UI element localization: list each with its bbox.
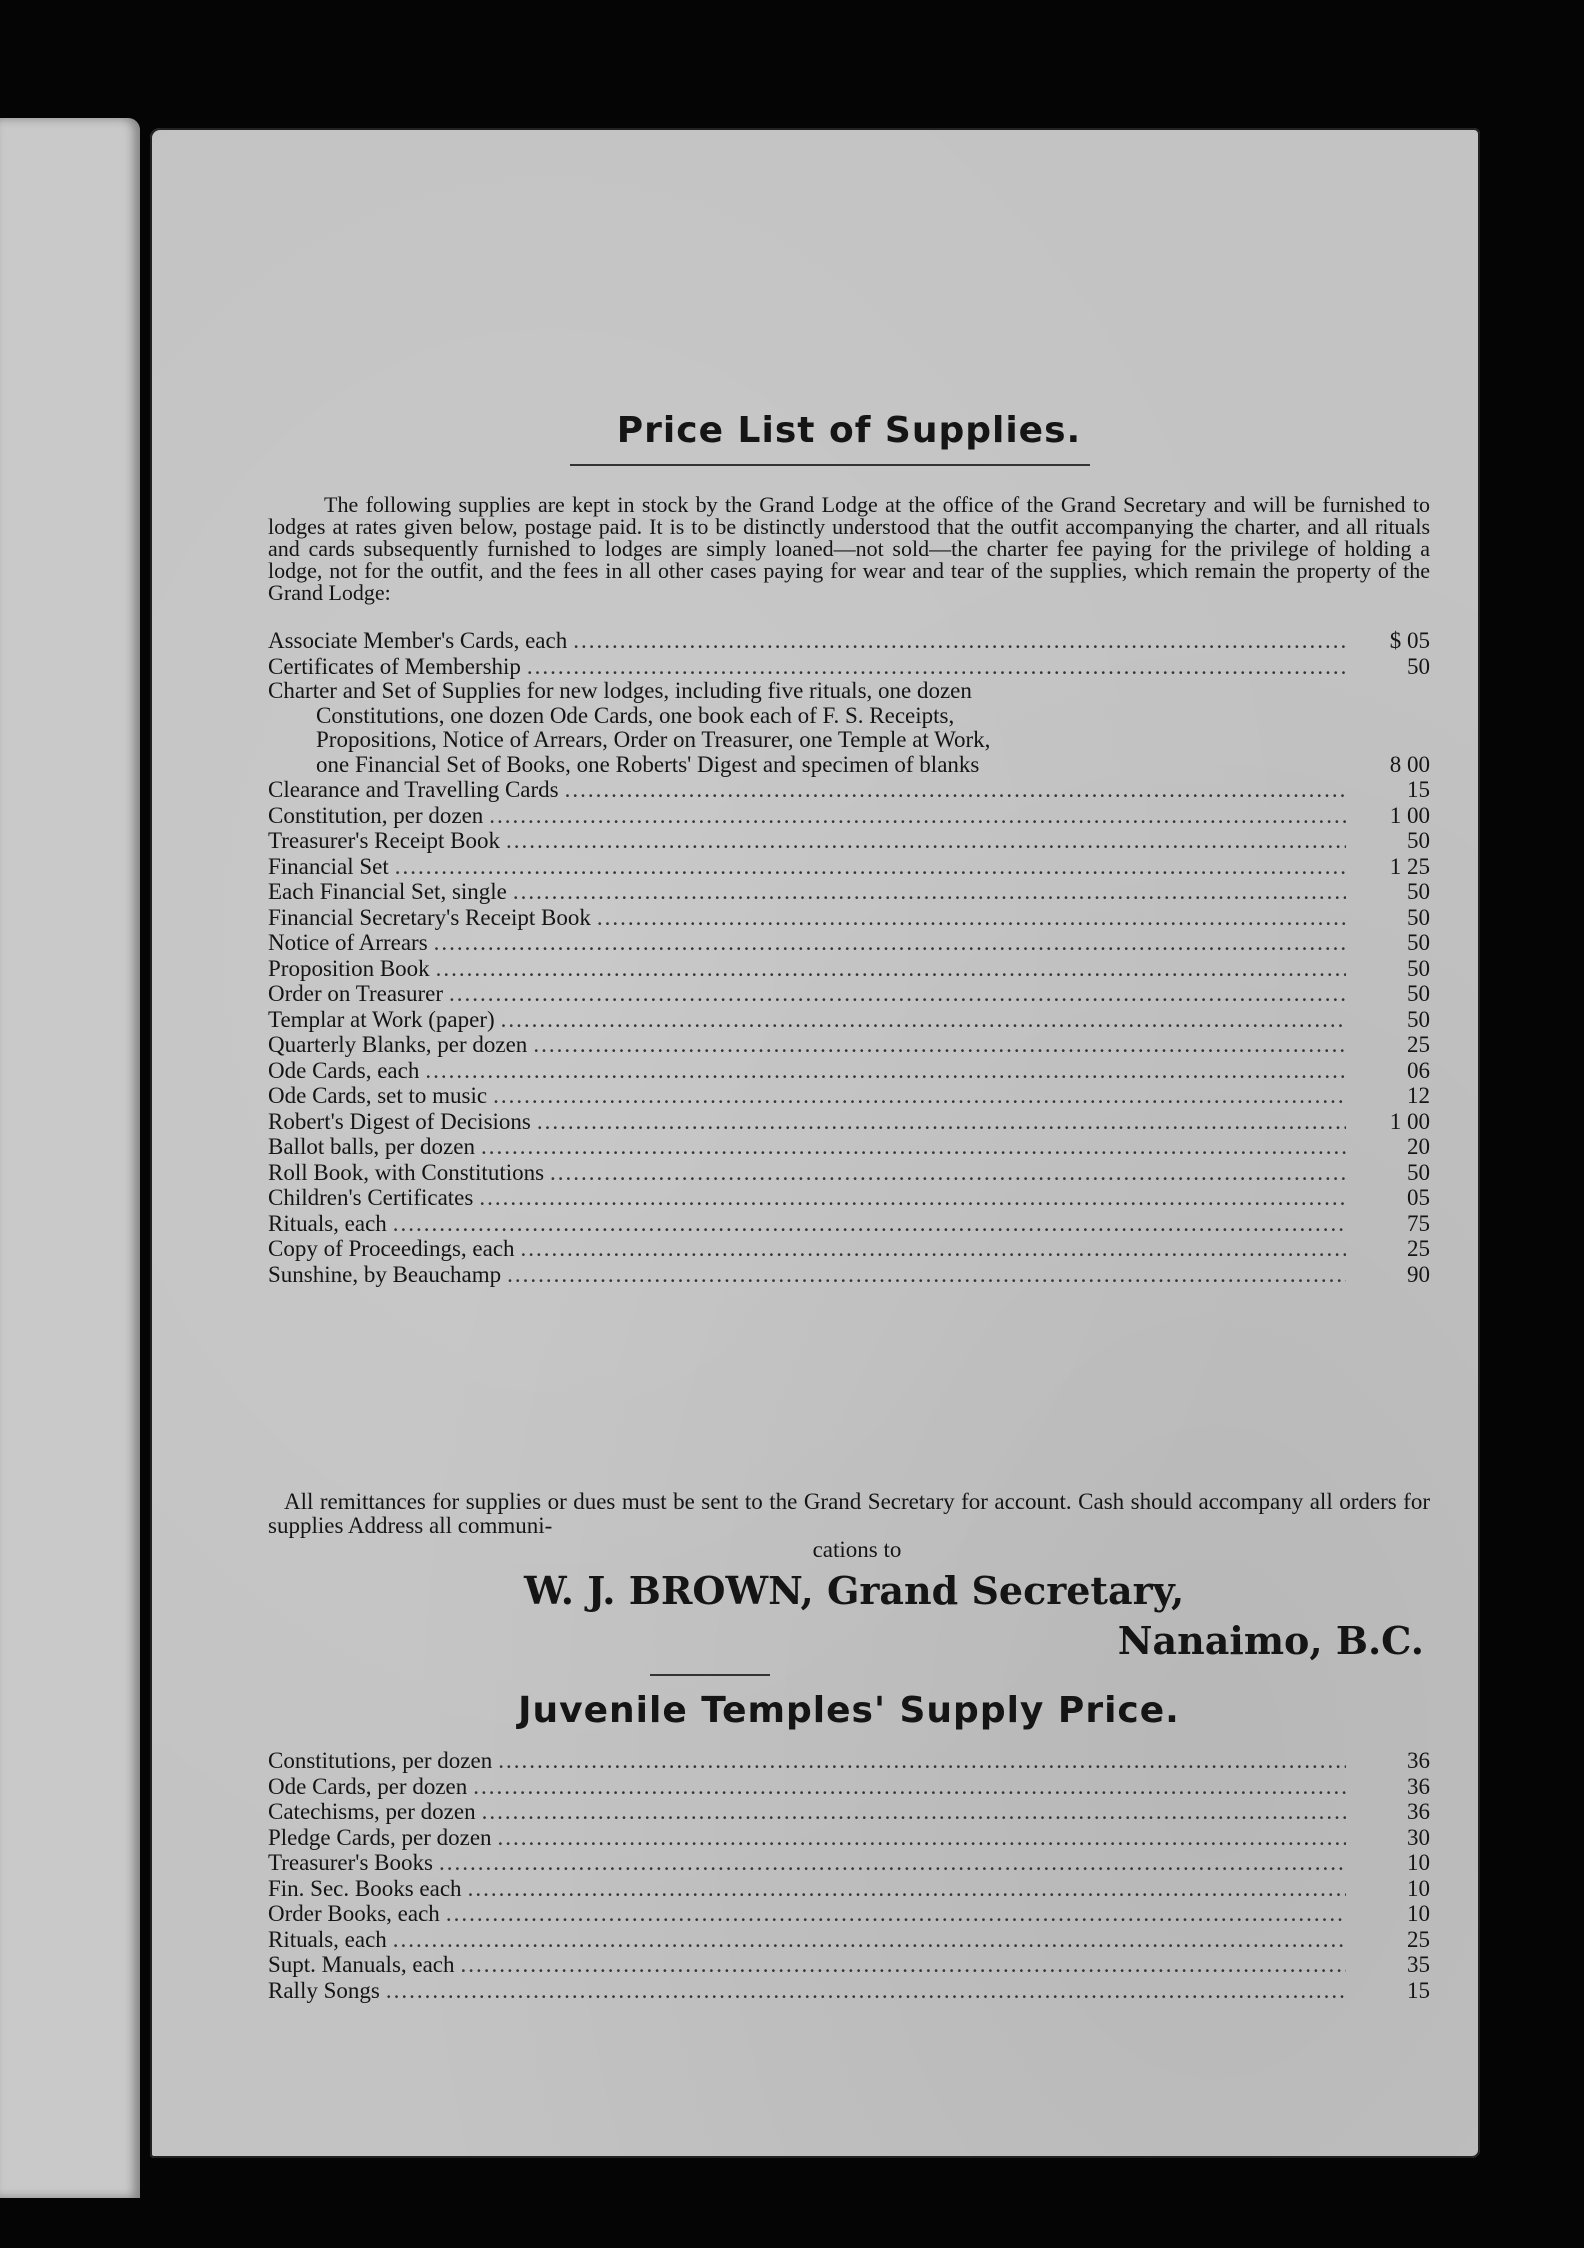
page-title: Price List of Supplies. bbox=[616, 410, 1082, 451]
leader-dots bbox=[565, 777, 1346, 803]
leader-dots bbox=[506, 828, 1346, 854]
item-price: 50 bbox=[1407, 904, 1430, 930]
item-label: Financial Set bbox=[268, 853, 389, 879]
list-item bbox=[268, 828, 1430, 854]
remittance-note-text: All remittances for supplies or dues must be sent to the Grand Secretary for account. Cash should accompany all orders for supplies Address all communi- bbox=[268, 1489, 1430, 1538]
leader-dots bbox=[513, 879, 1346, 905]
leader-dots bbox=[489, 803, 1346, 829]
item-price: 36 bbox=[1407, 1773, 1430, 1799]
item-label-cont: Constitutions, one dozen Ode Cards, one book each of F. S. Receipts, bbox=[316, 702, 955, 728]
list-item bbox=[268, 1160, 1430, 1186]
leader-dots bbox=[434, 930, 1346, 956]
item-label: Treasurer's Books bbox=[268, 1850, 433, 1875]
item-label: Order Books, each bbox=[268, 1901, 440, 1926]
item-price: 35 bbox=[1407, 1952, 1430, 1977]
list-item bbox=[268, 628, 1430, 654]
list-item bbox=[268, 1799, 1430, 1825]
item-label: Copy of Proceedings, each bbox=[268, 1236, 515, 1261]
list-item bbox=[268, 1134, 1430, 1160]
list-item bbox=[268, 1032, 1430, 1058]
list-item bbox=[268, 1876, 1430, 1902]
list-item bbox=[268, 1850, 1430, 1876]
item-label-cont: Propositions, Notice of Arrears, Order on Treasurer, one Temple at Work, bbox=[316, 727, 991, 752]
item-price: 05 bbox=[1407, 1185, 1430, 1210]
item-price: 50 bbox=[1407, 653, 1430, 679]
leader-dots bbox=[493, 1083, 1346, 1109]
item-price: 1 00 bbox=[1389, 1108, 1430, 1134]
list-item bbox=[268, 1901, 1430, 1927]
item-label: Ballot balls, per dozen bbox=[268, 1134, 475, 1159]
item-label: Treasurer's Receipt Book bbox=[268, 828, 500, 853]
list-item bbox=[268, 1109, 1430, 1135]
leader-dots bbox=[449, 981, 1346, 1007]
leader-dots bbox=[501, 1007, 1346, 1033]
supplies-list bbox=[268, 628, 1430, 1287]
leader-dots bbox=[393, 1927, 1346, 1953]
leader-dots bbox=[498, 1748, 1346, 1774]
list-item bbox=[268, 1774, 1430, 1800]
document-page bbox=[150, 128, 1480, 2158]
leader-dots bbox=[479, 1185, 1346, 1211]
list-item bbox=[268, 654, 1430, 680]
list-item bbox=[268, 1083, 1430, 1109]
item-price: 30 bbox=[1407, 1824, 1430, 1850]
leader-dots bbox=[482, 1799, 1346, 1825]
item-label: Robert's Digest of Decisions bbox=[268, 1108, 531, 1134]
item-price: 8 00 bbox=[1389, 751, 1430, 777]
item-label: Constitutions, per dozen bbox=[268, 1748, 493, 1773]
list-item bbox=[268, 1825, 1430, 1851]
item-label-cont: one Financial Set of Books, one Roberts' Digest and specimen of blanks bbox=[316, 751, 980, 777]
leader-dots bbox=[446, 1901, 1346, 1927]
item-label: Rally Songs bbox=[268, 1977, 380, 2003]
item-price: 25 bbox=[1407, 1236, 1430, 1261]
list-item bbox=[268, 1211, 1430, 1237]
signature-location: Nanaimo, B.C. bbox=[1117, 1618, 1424, 1663]
item-label: Certificates of Membership bbox=[268, 653, 521, 679]
section-divider bbox=[650, 1674, 770, 1676]
list-item bbox=[268, 1978, 1430, 2004]
item-price: 50 bbox=[1407, 879, 1430, 904]
item-price: 36 bbox=[1407, 1799, 1430, 1824]
leader-dots bbox=[573, 628, 1346, 654]
list-item bbox=[268, 1236, 1430, 1262]
item-price: 50 bbox=[1407, 828, 1430, 853]
item-label: Clearance and Travelling Cards bbox=[268, 777, 559, 802]
leader-dots bbox=[473, 1774, 1346, 1800]
intro-paragraph: The following supplies are kept in stock by the Grand Lodge at the office of the Grand Secretary and will be furnished to lodges at rates given below, postage paid. It is to be distinctly understood that the outfit accompanying the charter, and all rituals and cards subsequently furnished to lodges are simply loaned—not sold—the charter fee paying for the privilege of holding a lodge, not for the outfit, and the fees in all other cases paying for wear and tear of the supplies, which remain the property of the Grand Lodge: bbox=[268, 492, 1430, 605]
signature-name: W. J. BROWN, Grand Secretary, bbox=[524, 1568, 1185, 1613]
leader-dots bbox=[386, 1978, 1346, 2004]
list-item bbox=[268, 905, 1430, 931]
item-price: 10 bbox=[1407, 1875, 1430, 1901]
juvenile-list bbox=[268, 1748, 1430, 2003]
item-price: 36 bbox=[1407, 1748, 1430, 1773]
item-price: 20 bbox=[1407, 1134, 1430, 1159]
item-label: Ode Cards, set to music bbox=[268, 1083, 488, 1108]
item-price: 50 bbox=[1407, 930, 1430, 955]
list-item bbox=[268, 854, 1430, 880]
leader-dots bbox=[439, 1850, 1346, 1876]
item-label: Ode Cards, each bbox=[268, 1057, 420, 1083]
list-item bbox=[268, 1748, 1430, 1774]
leader-dots bbox=[395, 854, 1346, 880]
item-price: 50 bbox=[1407, 1159, 1430, 1185]
item-price: 75 bbox=[1407, 1210, 1430, 1236]
list-item bbox=[268, 1262, 1430, 1288]
list-item bbox=[268, 930, 1430, 956]
item-price: 50 bbox=[1407, 1006, 1430, 1032]
list-item bbox=[268, 803, 1430, 829]
item-price: 10 bbox=[1407, 1850, 1430, 1875]
item-label: Rituals, each bbox=[268, 1926, 387, 1952]
item-price: 15 bbox=[1407, 777, 1430, 802]
leader-dots bbox=[481, 1134, 1346, 1160]
item-price: 1 25 bbox=[1389, 853, 1430, 879]
leader-dots bbox=[425, 1058, 1346, 1084]
item-label: Constitution, per dozen bbox=[268, 802, 484, 828]
list-item-charter bbox=[268, 679, 1430, 777]
juvenile-title: Juvenile Temples' Supply Price. bbox=[518, 1690, 1180, 1731]
item-label: Associate Member's Cards, each bbox=[268, 628, 568, 653]
item-price: 50 bbox=[1407, 981, 1430, 1006]
remittance-note-end: cations to bbox=[812, 1537, 902, 1562]
item-label: Each Financial Set, single bbox=[268, 879, 507, 904]
leader-dots bbox=[597, 905, 1346, 931]
list-item bbox=[268, 879, 1430, 905]
leader-dots bbox=[521, 1236, 1346, 1262]
item-label: Roll Book, with Constitutions bbox=[268, 1159, 545, 1185]
list-item bbox=[268, 1185, 1430, 1211]
leader-dots bbox=[507, 1262, 1346, 1288]
list-item bbox=[268, 777, 1430, 803]
leader-dots bbox=[533, 1032, 1346, 1058]
list-item bbox=[268, 981, 1430, 1007]
leader-dots bbox=[461, 1952, 1346, 1978]
remittance-note bbox=[268, 1490, 1430, 1562]
leader-dots bbox=[527, 654, 1346, 680]
item-label: Charter and Set of Supplies for new lodges, including five rituals, one dozen bbox=[268, 678, 972, 703]
item-label: Pledge Cards, per dozen bbox=[268, 1824, 492, 1850]
item-label: Quarterly Blanks, per dozen bbox=[268, 1032, 528, 1057]
leader-dots bbox=[498, 1825, 1346, 1851]
leader-dots bbox=[537, 1109, 1346, 1135]
item-label: Templar at Work (paper) bbox=[268, 1006, 495, 1032]
list-item bbox=[268, 1007, 1430, 1033]
leader-dots bbox=[393, 1211, 1346, 1237]
item-price: 90 bbox=[1407, 1261, 1430, 1287]
leader-dots bbox=[468, 1876, 1346, 1902]
item-label: Catechisms, per dozen bbox=[268, 1799, 476, 1824]
item-label: Rituals, each bbox=[268, 1210, 387, 1236]
item-label: Children's Certificates bbox=[268, 1185, 474, 1210]
item-price: 25 bbox=[1407, 1032, 1430, 1057]
leader-dots bbox=[550, 1160, 1346, 1186]
item-label: Ode Cards, per dozen bbox=[268, 1773, 468, 1799]
item-price: 06 bbox=[1407, 1057, 1430, 1083]
item-label: Notice of Arrears bbox=[268, 930, 428, 955]
item-price: 15 bbox=[1407, 1977, 1430, 2003]
item-label: Supt. Manuals, each bbox=[268, 1952, 455, 1977]
item-price: $ 05 bbox=[1389, 628, 1430, 653]
item-label: Order on Treasurer bbox=[268, 981, 444, 1006]
item-price: 10 bbox=[1407, 1901, 1430, 1926]
item-price: 25 bbox=[1407, 1926, 1430, 1952]
item-price: 1 00 bbox=[1389, 802, 1430, 828]
list-item bbox=[268, 1927, 1430, 1953]
item-price: 12 bbox=[1407, 1083, 1430, 1108]
list-item bbox=[268, 1952, 1430, 1978]
item-label: Financial Secretary's Receipt Book bbox=[268, 904, 591, 930]
item-label: Fin. Sec. Books each bbox=[268, 1875, 462, 1901]
item-label: Proposition Book bbox=[268, 955, 430, 981]
adjacent-page-edge bbox=[0, 118, 140, 2198]
leader-dots bbox=[436, 956, 1346, 982]
list-item bbox=[268, 1058, 1430, 1084]
item-label: Sunshine, by Beauchamp bbox=[268, 1261, 502, 1287]
title-divider bbox=[570, 464, 1090, 466]
list-item bbox=[268, 956, 1430, 982]
item-price: 50 bbox=[1407, 955, 1430, 981]
